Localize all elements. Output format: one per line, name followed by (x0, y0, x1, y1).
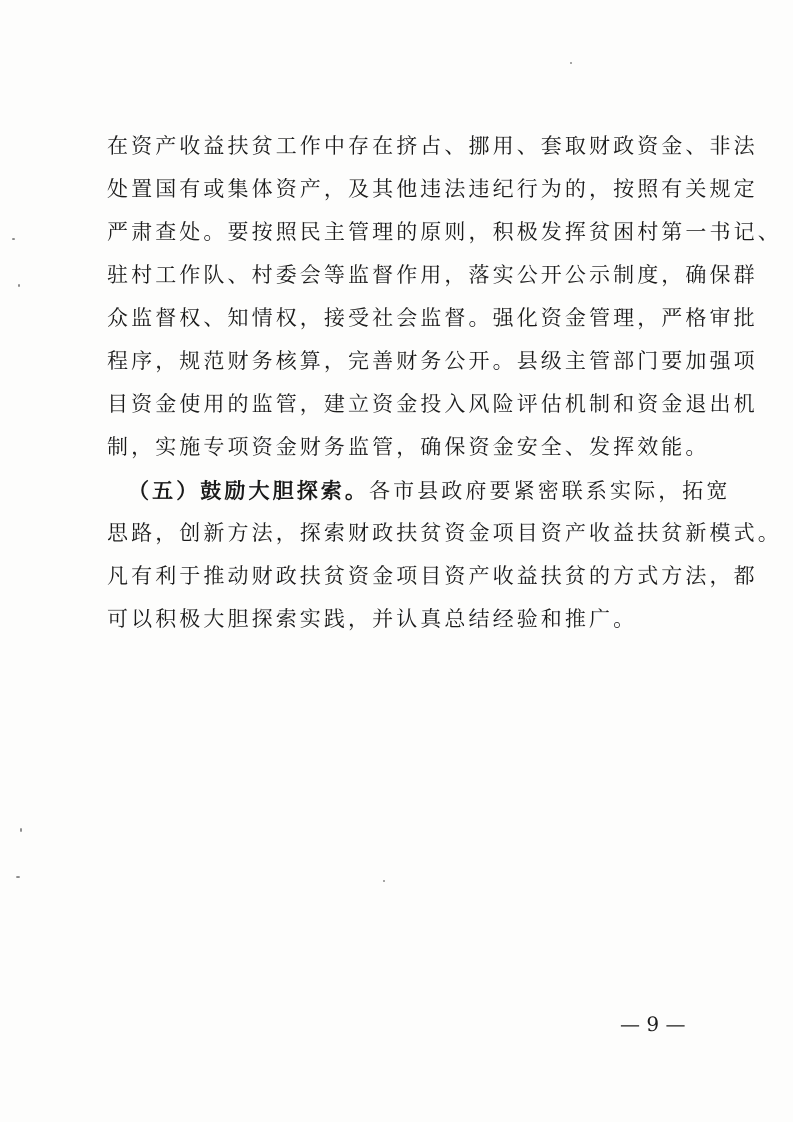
scan-speck (18, 284, 20, 287)
body-line-2: 处置国有或集体资产，及其他违法违纪行为的，按照有关规定 (107, 177, 758, 201)
body-line-7: 目资金使用的监管，建立资金投入风险评估机制和资金退出机 (107, 392, 758, 416)
body-line-8: 制，实施专项资金财务监管，确保资金安全、发挥效能。 (107, 435, 710, 459)
section-5-line-2: 思路，创新方法，探索财政扶贫资金项目资产收益扶贫新模式。 (107, 521, 782, 545)
body-line-5: 众监督权、知情权，接受社会监督。强化资金管理，严格审批 (107, 306, 758, 330)
scan-speck (20, 828, 22, 832)
scan-speck (12, 238, 15, 240)
section-5-line-4: 可以积极大胆探索实践，并认真总结经验和推广。 (107, 607, 638, 631)
body-line-6: 程序，规范财务核算，完善财务公开。县级主管部门要加强项 (107, 349, 758, 373)
body-line-4: 驻村工作队、村委会等监督作用，落实公开公示制度，确保群 (107, 263, 758, 287)
section-5-heading: （五）鼓励大胆探索。 (128, 478, 369, 503)
section-5-first-line (128, 480, 731, 502)
body-line-3: 严肃查处。要按照民主管理的原则，积极发挥贫困村第一书记、 (107, 220, 782, 244)
scan-speck (16, 876, 20, 878)
section-5-line-3: 凡有利于推动财政扶贫资金项目资产收益扶贫的方式方法，都 (107, 564, 758, 588)
scan-speck (570, 62, 572, 64)
scan-speck (383, 880, 385, 882)
body-line-1: 在资产收益扶贫工作中存在挤占、挪用、套取财政资金、非法 (107, 134, 758, 158)
section-5-first-line-text: 各市县政府要紧密联系实际，拓宽 (369, 479, 731, 503)
page-number: — 9 — (620, 1012, 686, 1036)
